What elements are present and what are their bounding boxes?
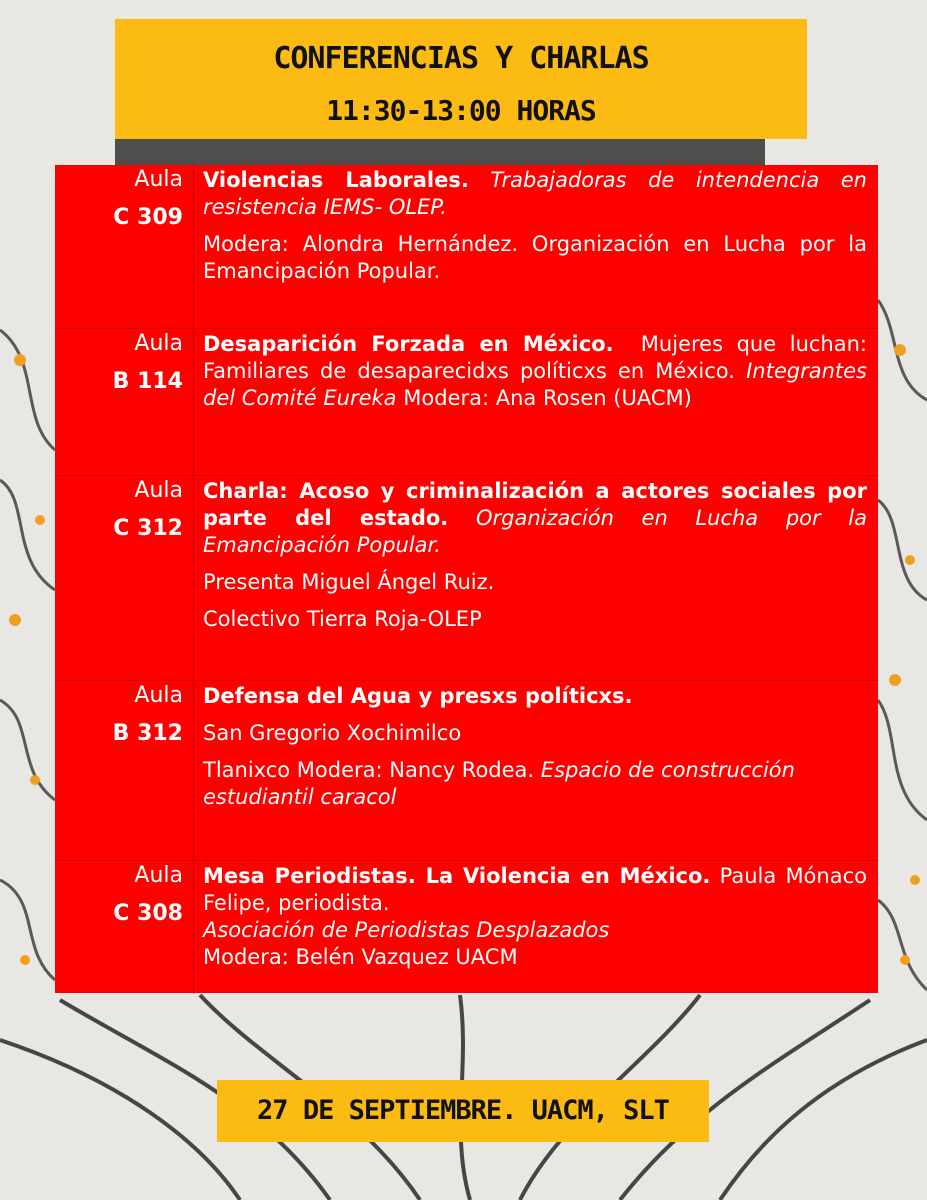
table-row — [55, 165, 878, 328]
room-label: Aula — [134, 331, 183, 356]
table-row — [55, 328, 878, 476]
session-content — [203, 331, 867, 422]
session-content — [203, 863, 867, 971]
session-moderator: Modera: Belén Vazquez UACM — [203, 945, 518, 969]
header-title: CONFERENCIAS Y CHARLAS — [273, 41, 649, 76]
room-label: Aula — [134, 478, 183, 503]
header-banner — [115, 19, 807, 139]
room-number: C 309 — [113, 205, 183, 230]
session-organization: Asociación de Periodistas Desplazados — [203, 918, 610, 942]
room-label: Aula — [134, 863, 183, 888]
session-description: Mujeres que luchan: Familiares de desaparecidxs políticxs en México. — [203, 332, 867, 383]
room-cell — [55, 329, 194, 476]
session-organization: Integrantes del Comité Eureka — [203, 359, 867, 410]
session-title: Desaparición Forzada en México. — [203, 332, 614, 356]
footer-date-location: 27 DE SEPTIEMBRE. UACM, SLT — [257, 1095, 669, 1126]
session-title: Charla: Acoso y criminalización a actores sociales por parte del estado. — [203, 479, 867, 530]
session-moderator: Modera: Ana Rosen (UACM) — [403, 386, 692, 410]
table-row — [55, 475, 878, 681]
session-speaker: Paula Mónaco Felipe, periodista. — [203, 864, 867, 915]
session-title: Mesa Periodistas. La Violencia en México. — [203, 864, 711, 888]
session-organization: Organización en Lucha por la Emancipación Popular. — [203, 506, 867, 557]
room-label: Aula — [134, 167, 183, 192]
session-content — [203, 683, 867, 821]
room-cell — [55, 165, 194, 328]
room-number: C 312 — [113, 516, 183, 541]
session-content — [203, 167, 867, 295]
session-organization: Espacio de construcción estudiantil caracol — [203, 758, 795, 809]
room-cell — [55, 476, 194, 681]
session-subtitle: Trabajadoras de intendencia en resistencia IEMS- OLEP. — [203, 168, 867, 219]
session-presenter: Presenta Miguel Ángel Ruiz. — [203, 570, 495, 594]
footer-banner — [217, 1080, 709, 1142]
room-cell — [55, 681, 194, 861]
table-row — [55, 680, 878, 861]
room-label: Aula — [134, 683, 183, 708]
session-title: Violencias Laborales. — [203, 168, 469, 192]
room-number: B 114 — [112, 369, 183, 394]
session-title: Defensa del Agua y presxs políticxs. — [203, 684, 633, 708]
session-moderator: Tlanixco Modera: Nancy Rodea. — [203, 758, 535, 782]
header-time: 11:30-13:00 HORAS — [326, 94, 596, 127]
table-row — [55, 860, 878, 994]
session-content — [203, 478, 867, 643]
session-location: San Gregorio Xochimilco — [203, 721, 462, 745]
room-cell — [55, 861, 194, 994]
room-number: B 312 — [112, 721, 183, 746]
session-collective: Colectivo Tierra Roja-OLEP — [203, 607, 482, 631]
schedule-table — [55, 165, 878, 993]
session-moderator: Modera: Alondra Hernández. Organización en Lucha por la Emancipación Popular. — [203, 232, 867, 283]
room-number: C 308 — [113, 901, 183, 926]
